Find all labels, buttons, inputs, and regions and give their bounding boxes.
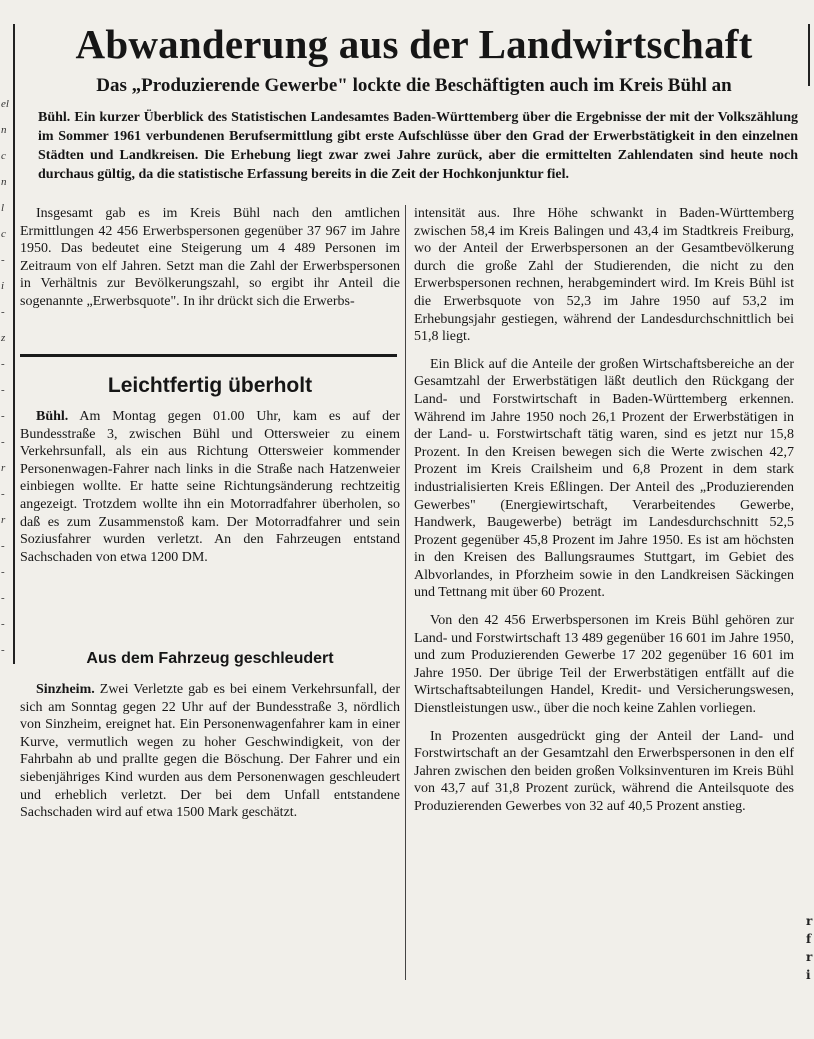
main-article-column-1	[20, 205, 400, 311]
right-fragment: r	[806, 950, 813, 964]
margin-fragment: n	[1, 176, 7, 188]
left-margin-fragments	[0, 0, 12, 1039]
lead-place: Bühl.	[38, 110, 71, 125]
article2-body	[20, 681, 400, 822]
margin-fragment: -	[1, 358, 5, 370]
main-paragraph-2: intensität aus. Ihre Höhe schwankt in Baden-Württemberg zwischen 58,4 im Kreis Balingen und 43,4 im Stadtkreis Freiburg, wo der Anteil der Erwerbspersonen an der Gesamtbevölkerung durch die große Zahl der Studierenden, die nicht zu den Erwerbspersonen rechnen, herabgemindert wird. Im Kreis Bühl ist die Erwerbsquote von 52,3 im Jahre 1950 auf 53,2 im Erhebungsjahr gestiegen, während der Landesdurchschnittlich bei 51,8 liegt.	[414, 206, 794, 345]
margin-fragment: l	[1, 202, 5, 214]
margin-fragment: -	[1, 618, 5, 630]
margin-fragment: -	[1, 384, 5, 396]
margin-fragment: -	[1, 592, 5, 604]
left-border-line	[13, 24, 15, 664]
margin-fragment: c	[1, 150, 6, 162]
margin-fragment: -	[1, 540, 5, 552]
right-margin-fragments	[806, 912, 814, 984]
main-paragraph-3: Ein Blick auf die Anteile der großen Wirtschaftsbereiche an der Gesamtzahl der Erwerbstätigen läßt deutlich den Rückgang der Land- und Forstwirtschaft in Baden-Württemberg erkennen. Während im Jahre 1950 noch 26,1 Prozent der Erwerbstätigen in der Land- u. Forstwirtschaft tätig waren, sind es jetzt nur 15,8 Prozent. In den Kreisen bewegen sich die Werte zwischen 42,7 Prozent im Kreis Crailsheim und 6,8 Prozent in dem stark industrialisierten Kreis Eßlingen. Der Anteil des „Produzierenden Gewerbes" (Energiewirtschaft, Verarbeitendes Gewerbe, Handwerk, Baugewerbe) beträgt im Landesdurchschnitt 52,5 Prozent gegenüber 45,8 Prozent im Jahre 1950. Es ist am höchsten in den Kreisen des Ballungsraumes Stuttgart, im Gebiet des Albvorlandes, in Pforzheim sowie in den Landkreisen Säckingen und Tettnang mit über 60 Prozent.	[414, 356, 794, 601]
headline: Abwanderung aus der Landwirtschaft	[75, 21, 753, 67]
margin-fragment: i	[1, 280, 5, 292]
article1-body	[20, 408, 400, 566]
right-fragment: r	[806, 914, 813, 928]
margin-fragment: z	[1, 332, 6, 344]
margin-fragment: c	[1, 228, 6, 240]
margin-fragment: r	[1, 462, 6, 474]
margin-fragment: -	[1, 410, 5, 422]
main-paragraph-5: In Prozenten ausgedrückt ging der Anteil der Land- und Forstwirtschaft an der Gesamtzahl den Erwerbspersonen in den elf Jahren zwischen den beiden großen Volksinventuren im Kreis Bühl von 43,7 auf 31,8 Prozent zurück, während die Anteilsquote des Produzierenden Gewerbes von 32 auf 40,5 Prozent anstieg.	[414, 728, 794, 814]
margin-fragment: -	[1, 254, 5, 266]
right-fragment: f	[806, 932, 812, 946]
main-paragraph-1: Insgesamt gab es im Kreis Bühl nach den amtlichen Ermittlungen 42 456 Erwerbspersonen gegenüber 37 967 im Jahre 1950. Das bedeutet eine Steigerung um 4 489 Personen im Zeitraum von elf Jahren. Setzt man die Zahl der Erwerbspersonen in Verhältnis zur Bevölkerungszahl, so ergibt ihr Anteil die sogenannte „Erwerbsquote". In ihr drückt sich die Erwerbs-	[20, 206, 400, 309]
article1-paragraph	[20, 408, 400, 566]
article1-text: Am Montag gegen 01.00 Uhr, kam es auf der Bundesstraße 3, zwischen Bühl und Ottersweier zu einem Verkehrsunfall, als ein aus Richtung Ottersweier kommender Personenwagen-Fahrer nach links in die Straße nach Hatzenweier einbiegen wollte. Er hatte seine Richtungsänderung rechtzeitig angezeigt. Trotzdem wollte ihn ein Motorradfahrer überholen, so daß es zum Zusammenstoß kam. Der Motorradfahrer und sein Soziusfahrer wurden verletzt. An den Fahrzeugen entstand Sachschaden von etwa 1200 DM.	[20, 409, 400, 565]
section-divider	[20, 354, 397, 357]
article2-headline: Aus dem Fahrzeug geschleudert	[86, 650, 334, 667]
lead-text: Ein kurzer Überblick des Statistischen Landesamtes Baden-Württemberg über die Ergebnisse der mit der Volkszählung im Sommer 1961 verbundenen Berufsermittlung gibt erste Aufschlüsse über den Grad der Erwerbstätigkeit in den einzelnen Städten und Landkreisen. Die Erhebung liegt zwar zwei Jahre zurück, aber die ermittelten Zahlendaten sind heute noch durchaus gültig, da die statistische Erfassung bereits in die Zeit der Hochkonjunktur fiel.	[38, 110, 798, 182]
main-paragraph-4: Von den 42 456 Erwerbspersonen im Kreis Bühl gehören zur Land- und Forstwirtschaft 13 489 gegenüber 16 601 im Jahre 1950, und zum Produzierenden Gewerbe 17 202 gegenüber 16 601 im Jahre 1950. Der übrige Teil der Erwerbstätigen entfällt auf die Wirtschaftsabteilungen Handel, Kredit- und Versicherungswesen, Dienstleistungen usw., über die noch keine Zahlen vorliegen.	[414, 613, 794, 717]
margin-fragment: el	[1, 98, 9, 110]
article1-headline: Leichtfertig überholt	[107, 374, 313, 397]
margin-fragment: -	[1, 306, 5, 318]
subheadline: Das „Produzierende Gewerbe" lockte die Beschäftigten auch im Kreis Bühl an	[96, 75, 732, 96]
column-separator	[405, 205, 406, 980]
margin-fragment: -	[1, 436, 5, 448]
lead-paragraph	[38, 108, 798, 184]
main-article-column-2	[414, 205, 794, 816]
margin-fragment: n	[1, 124, 7, 136]
article1-place: Bühl.	[36, 409, 69, 424]
right-border-line	[808, 24, 810, 86]
right-fragment: i	[806, 968, 811, 982]
article2-text: Zwei Verletzte gab es bei einem Verkehrsunfall, der sich am Sonntag gegen 22 Uhr auf der Bundesstraße 3, nördlich von Sinzheim, ereignet hat. Ein Personenwagenfahrer kam in einer Kurve, vermutlich wegen zu hoher Geschwindigkeit, von der Fahrbahn ab und prallte gegen die Böschung. Der Fahrer und ein siebenjähriges Kind wurden aus dem Personenwagen geschleudert und erheblich verletzt. Der bei dem Unfall entstandene Sachschaden wird auf etwa 1500 Mark geschätzt.	[20, 682, 400, 821]
margin-fragment: -	[1, 644, 5, 656]
article2-place: Sinzheim.	[36, 682, 95, 697]
margin-fragment: -	[1, 566, 5, 578]
margin-fragment: r	[1, 514, 6, 526]
margin-fragment: -	[1, 488, 5, 500]
article2-paragraph	[20, 681, 400, 822]
